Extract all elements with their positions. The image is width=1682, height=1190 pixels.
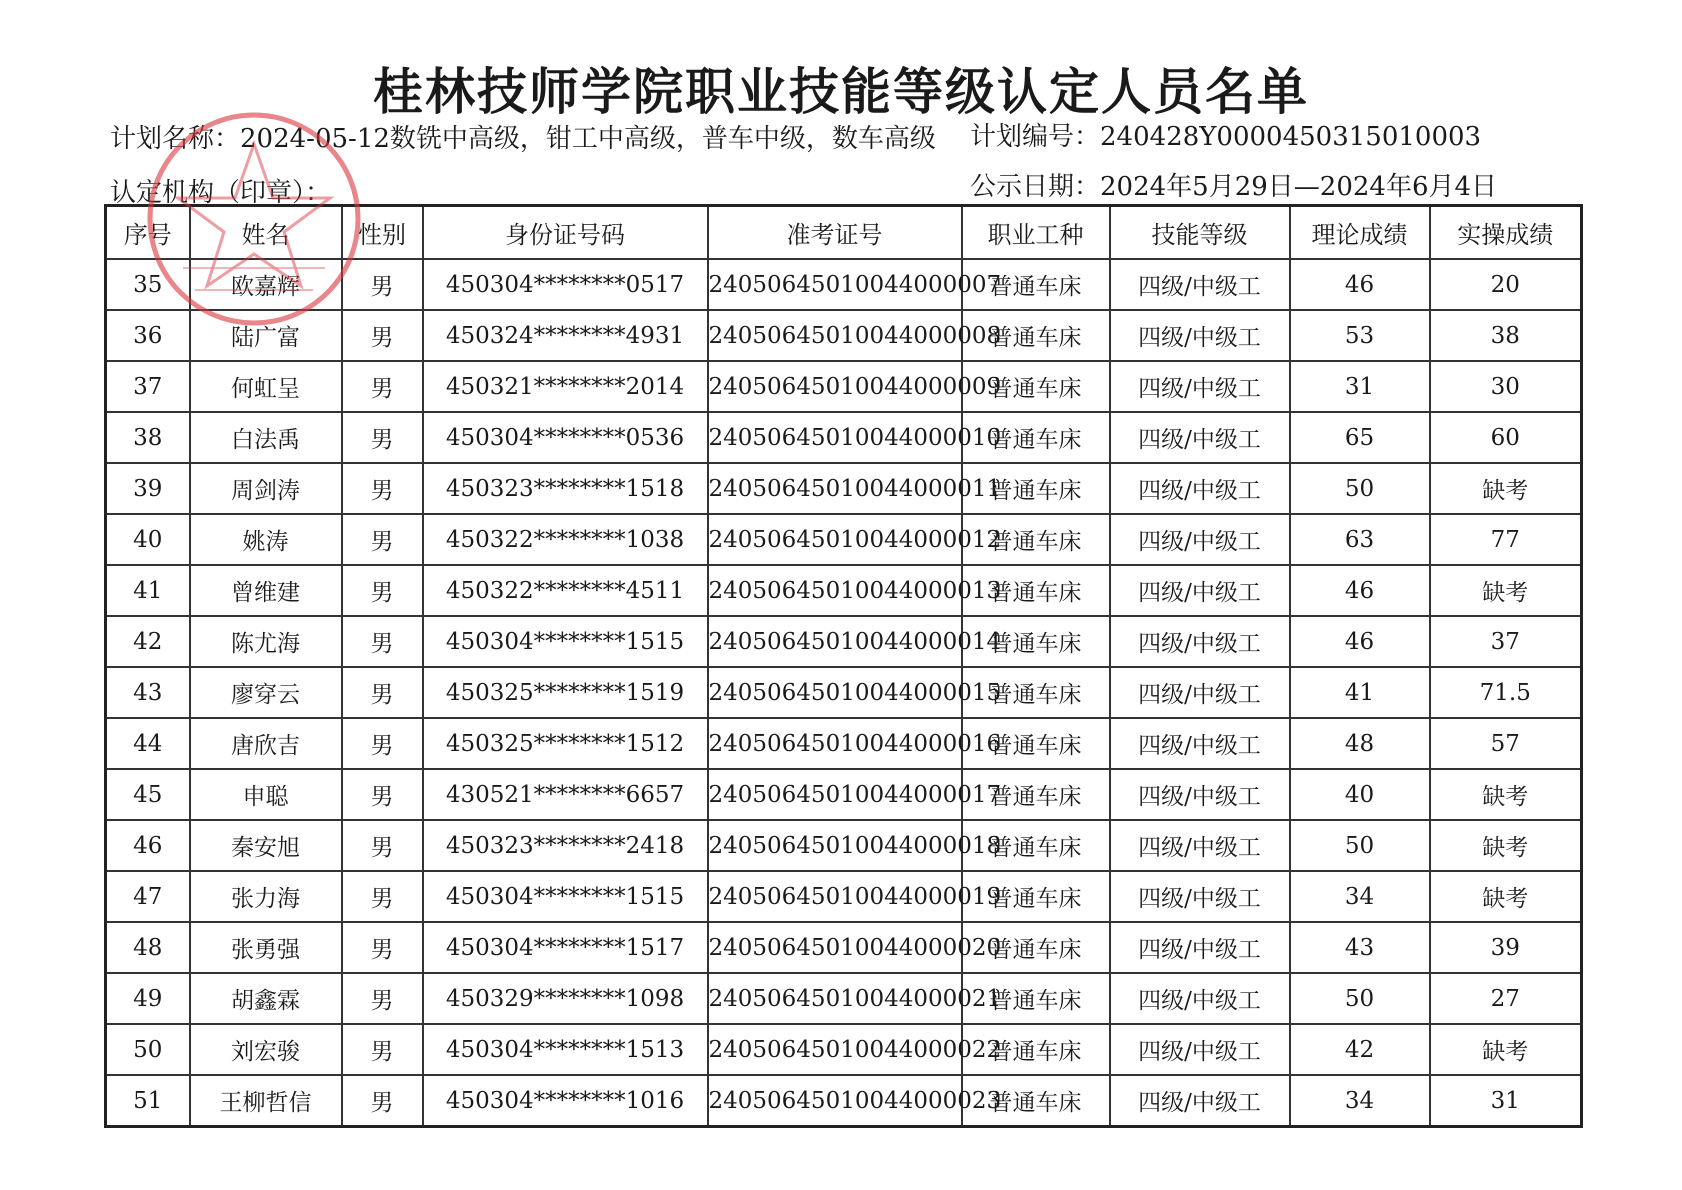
cell-theory-score: 53 <box>1290 310 1430 361</box>
cell-theory-score: 31 <box>1290 361 1430 412</box>
cell-id-number: 450304********1517 <box>423 922 708 973</box>
cell-occupation: 普通车床 <box>962 718 1110 769</box>
cell-theory-score: 40 <box>1290 769 1430 820</box>
column-header-theory-score: 理论成绩 <box>1290 206 1430 260</box>
cell-practical-score: 38 <box>1430 310 1582 361</box>
cell-practical-score: 77 <box>1430 514 1582 565</box>
cell-skill-level: 四级/中级工 <box>1110 973 1290 1024</box>
cell-name: 欧嘉辉 <box>190 259 342 310</box>
cell-skill-level: 四级/中级工 <box>1110 820 1290 871</box>
cell-theory-score: 34 <box>1290 1075 1430 1127</box>
cell-id-number: 450323********2418 <box>423 820 708 871</box>
cell-practical-score: 71.5 <box>1430 667 1582 718</box>
cell-index: 36 <box>106 310 190 361</box>
cell-index: 45 <box>106 769 190 820</box>
cell-occupation: 普通车床 <box>962 769 1110 820</box>
cell-name: 姚涛 <box>190 514 342 565</box>
cell-theory-score: 46 <box>1290 565 1430 616</box>
plan-name: 计划名称：2024-05-12数铣中高级，钳工中高级，普车中级，数车高级 <box>110 124 936 154</box>
roster-table <box>104 204 1583 1128</box>
table-row <box>106 361 1582 412</box>
cell-gender: 男 <box>342 769 423 820</box>
cell-index: 39 <box>106 463 190 514</box>
cell-theory-score: 63 <box>1290 514 1430 565</box>
document-title: 桂林技师学院职业技能等级认定人员名单 <box>373 63 1309 121</box>
cell-occupation: 普通车床 <box>962 1075 1110 1127</box>
cell-exam-number: 24050645010044000012 <box>708 514 962 565</box>
cell-id-number: 450323********1518 <box>423 463 708 514</box>
cell-index: 43 <box>106 667 190 718</box>
table-body <box>106 259 1582 1127</box>
cell-name: 曾维建 <box>190 565 342 616</box>
cell-name: 张勇强 <box>190 922 342 973</box>
table-row <box>106 871 1582 922</box>
cell-practical-score: 39 <box>1430 922 1582 973</box>
cell-id-number: 450321********2014 <box>423 361 708 412</box>
cell-gender: 男 <box>342 412 423 463</box>
cell-gender: 男 <box>342 667 423 718</box>
cell-exam-number: 24050645010044000018 <box>708 820 962 871</box>
cell-exam-number: 24050645010044000020 <box>708 922 962 973</box>
cell-gender: 男 <box>342 616 423 667</box>
cell-index: 48 <box>106 922 190 973</box>
cell-gender: 男 <box>342 463 423 514</box>
cell-gender: 男 <box>342 310 423 361</box>
cell-exam-number: 24050645010044000016 <box>708 718 962 769</box>
cell-name: 张力海 <box>190 871 342 922</box>
cell-theory-score: 50 <box>1290 463 1430 514</box>
cell-theory-score: 46 <box>1290 259 1430 310</box>
publish-date: 公示日期：2024年5月29日—2024年6月4日 <box>970 172 1498 202</box>
cell-exam-number: 24050645010044000007 <box>708 259 962 310</box>
cell-skill-level: 四级/中级工 <box>1110 667 1290 718</box>
cell-occupation: 普通车床 <box>962 1024 1110 1075</box>
cell-id-number: 450304********0536 <box>423 412 708 463</box>
cell-gender: 男 <box>342 922 423 973</box>
column-header-id-number: 身份证号码 <box>423 206 708 260</box>
table-row <box>106 667 1582 718</box>
cell-exam-number: 24050645010044000014 <box>708 616 962 667</box>
cell-skill-level: 四级/中级工 <box>1110 565 1290 616</box>
cell-index: 37 <box>106 361 190 412</box>
column-header-index: 序号 <box>106 206 190 260</box>
cell-gender: 男 <box>342 259 423 310</box>
cell-name: 白法禹 <box>190 412 342 463</box>
cell-id-number: 450325********1519 <box>423 667 708 718</box>
cell-practical-score: 60 <box>1430 412 1582 463</box>
cell-id-number: 430521********6657 <box>423 769 708 820</box>
cell-index: 51 <box>106 1075 190 1127</box>
cell-gender: 男 <box>342 820 423 871</box>
cell-theory-score: 65 <box>1290 412 1430 463</box>
cell-occupation: 普通车床 <box>962 463 1110 514</box>
cell-practical-score: 缺考 <box>1430 820 1582 871</box>
cell-skill-level: 四级/中级工 <box>1110 514 1290 565</box>
cell-occupation: 普通车床 <box>962 514 1110 565</box>
cell-skill-level: 四级/中级工 <box>1110 871 1290 922</box>
cell-occupation: 普通车床 <box>962 310 1110 361</box>
table-row <box>106 565 1582 616</box>
column-header-skill-level: 技能等级 <box>1110 206 1290 260</box>
cell-id-number: 450304********1513 <box>423 1024 708 1075</box>
cell-theory-score: 43 <box>1290 922 1430 973</box>
cell-occupation: 普通车床 <box>962 616 1110 667</box>
certifying-org-label: 认定机构（印章）： <box>110 178 332 208</box>
cell-index: 46 <box>106 820 190 871</box>
cell-skill-level: 四级/中级工 <box>1110 259 1290 310</box>
cell-index: 42 <box>106 616 190 667</box>
cell-gender: 男 <box>342 1024 423 1075</box>
cell-gender: 男 <box>342 361 423 412</box>
cell-occupation: 普通车床 <box>962 922 1110 973</box>
cell-practical-score: 37 <box>1430 616 1582 667</box>
cell-id-number: 450304********0517 <box>423 259 708 310</box>
cell-index: 47 <box>106 871 190 922</box>
cell-gender: 男 <box>342 718 423 769</box>
cell-occupation: 普通车床 <box>962 361 1110 412</box>
column-header-practical-score: 实操成绩 <box>1430 206 1582 260</box>
cell-theory-score: 41 <box>1290 667 1430 718</box>
cell-index: 44 <box>106 718 190 769</box>
table-row <box>106 514 1582 565</box>
cell-occupation: 普通车床 <box>962 565 1110 616</box>
cell-index: 49 <box>106 973 190 1024</box>
cell-occupation: 普通车床 <box>962 667 1110 718</box>
cell-exam-number: 24050645010044000010 <box>708 412 962 463</box>
cell-exam-number: 24050645010044000011 <box>708 463 962 514</box>
cell-index: 38 <box>106 412 190 463</box>
cell-name: 唐欣吉 <box>190 718 342 769</box>
cell-id-number: 450322********1038 <box>423 514 708 565</box>
cell-id-number: 450304********1515 <box>423 871 708 922</box>
column-header-gender: 性别 <box>342 206 423 260</box>
cell-name: 廖穿云 <box>190 667 342 718</box>
cell-index: 40 <box>106 514 190 565</box>
cell-id-number: 450329********1098 <box>423 973 708 1024</box>
cell-skill-level: 四级/中级工 <box>1110 769 1290 820</box>
cell-id-number: 450304********1016 <box>423 1075 708 1127</box>
cell-exam-number: 24050645010044000008 <box>708 310 962 361</box>
cell-exam-number: 24050645010044000013 <box>708 565 962 616</box>
cell-theory-score: 50 <box>1290 820 1430 871</box>
cell-theory-score: 50 <box>1290 973 1430 1024</box>
cell-name: 陈尤海 <box>190 616 342 667</box>
cell-gender: 男 <box>342 514 423 565</box>
cell-name: 陆广富 <box>190 310 342 361</box>
cell-theory-score: 34 <box>1290 871 1430 922</box>
cell-practical-score: 缺考 <box>1430 463 1582 514</box>
cell-skill-level: 四级/中级工 <box>1110 718 1290 769</box>
cell-name: 刘宏骏 <box>190 1024 342 1075</box>
plan-number: 计划编号：240428Y0000450315010003 <box>970 122 1482 152</box>
table-row <box>106 412 1582 463</box>
table-row <box>106 463 1582 514</box>
cell-practical-score: 20 <box>1430 259 1582 310</box>
column-header-exam-number: 准考证号 <box>708 206 962 260</box>
cell-occupation: 普通车床 <box>962 871 1110 922</box>
cell-name: 周剑涛 <box>190 463 342 514</box>
cell-gender: 男 <box>342 565 423 616</box>
cell-practical-score: 缺考 <box>1430 871 1582 922</box>
cell-skill-level: 四级/中级工 <box>1110 1024 1290 1075</box>
cell-theory-score: 46 <box>1290 616 1430 667</box>
column-header-occupation: 职业工种 <box>962 206 1110 260</box>
cell-index: 50 <box>106 1024 190 1075</box>
cell-occupation: 普通车床 <box>962 820 1110 871</box>
cell-name: 秦安旭 <box>190 820 342 871</box>
cell-exam-number: 24050645010044000022 <box>708 1024 962 1075</box>
cell-practical-score: 31 <box>1430 1075 1582 1127</box>
cell-id-number: 450304********1515 <box>423 616 708 667</box>
table-row <box>106 769 1582 820</box>
cell-theory-score: 48 <box>1290 718 1430 769</box>
table-row <box>106 1075 1582 1127</box>
table-row <box>106 973 1582 1024</box>
cell-name: 王柳哲信 <box>190 1075 342 1127</box>
table-row <box>106 922 1582 973</box>
table-row <box>106 718 1582 769</box>
official-seal-stamp <box>143 108 365 330</box>
cell-skill-level: 四级/中级工 <box>1110 922 1290 973</box>
cell-practical-score: 30 <box>1430 361 1582 412</box>
table-row <box>106 820 1582 871</box>
cell-name: 胡鑫霖 <box>190 973 342 1024</box>
cell-skill-level: 四级/中级工 <box>1110 310 1290 361</box>
cell-practical-score: 27 <box>1430 973 1582 1024</box>
cell-exam-number: 24050645010044000015 <box>708 667 962 718</box>
cell-id-number: 450325********1512 <box>423 718 708 769</box>
cell-skill-level: 四级/中级工 <box>1110 616 1290 667</box>
cell-id-number: 450324********4931 <box>423 310 708 361</box>
cell-practical-score: 缺考 <box>1430 565 1582 616</box>
cell-exam-number: 24050645010044000021 <box>708 973 962 1024</box>
cell-id-number: 450322********4511 <box>423 565 708 616</box>
cell-occupation: 普通车床 <box>962 973 1110 1024</box>
cell-practical-score: 缺考 <box>1430 769 1582 820</box>
cell-skill-level: 四级/中级工 <box>1110 1075 1290 1127</box>
cell-skill-level: 四级/中级工 <box>1110 361 1290 412</box>
cell-practical-score: 缺考 <box>1430 1024 1582 1075</box>
cell-theory-score: 42 <box>1290 1024 1430 1075</box>
cell-gender: 男 <box>342 1075 423 1127</box>
cell-practical-score: 57 <box>1430 718 1582 769</box>
cell-exam-number: 24050645010044000019 <box>708 871 962 922</box>
cell-skill-level: 四级/中级工 <box>1110 412 1290 463</box>
cell-occupation: 普通车床 <box>962 259 1110 310</box>
cell-exam-number: 24050645010044000023 <box>708 1075 962 1127</box>
cell-index: 35 <box>106 259 190 310</box>
cell-skill-level: 四级/中级工 <box>1110 463 1290 514</box>
cell-index: 41 <box>106 565 190 616</box>
cell-gender: 男 <box>342 973 423 1024</box>
cell-exam-number: 24050645010044000009 <box>708 361 962 412</box>
column-header-name: 姓名 <box>190 206 342 260</box>
cell-gender: 男 <box>342 871 423 922</box>
cell-name: 何虹呈 <box>190 361 342 412</box>
cell-exam-number: 24050645010044000017 <box>708 769 962 820</box>
table-row <box>106 616 1582 667</box>
cell-occupation: 普通车床 <box>962 412 1110 463</box>
table-row <box>106 1024 1582 1075</box>
cell-name: 申聪 <box>190 769 342 820</box>
